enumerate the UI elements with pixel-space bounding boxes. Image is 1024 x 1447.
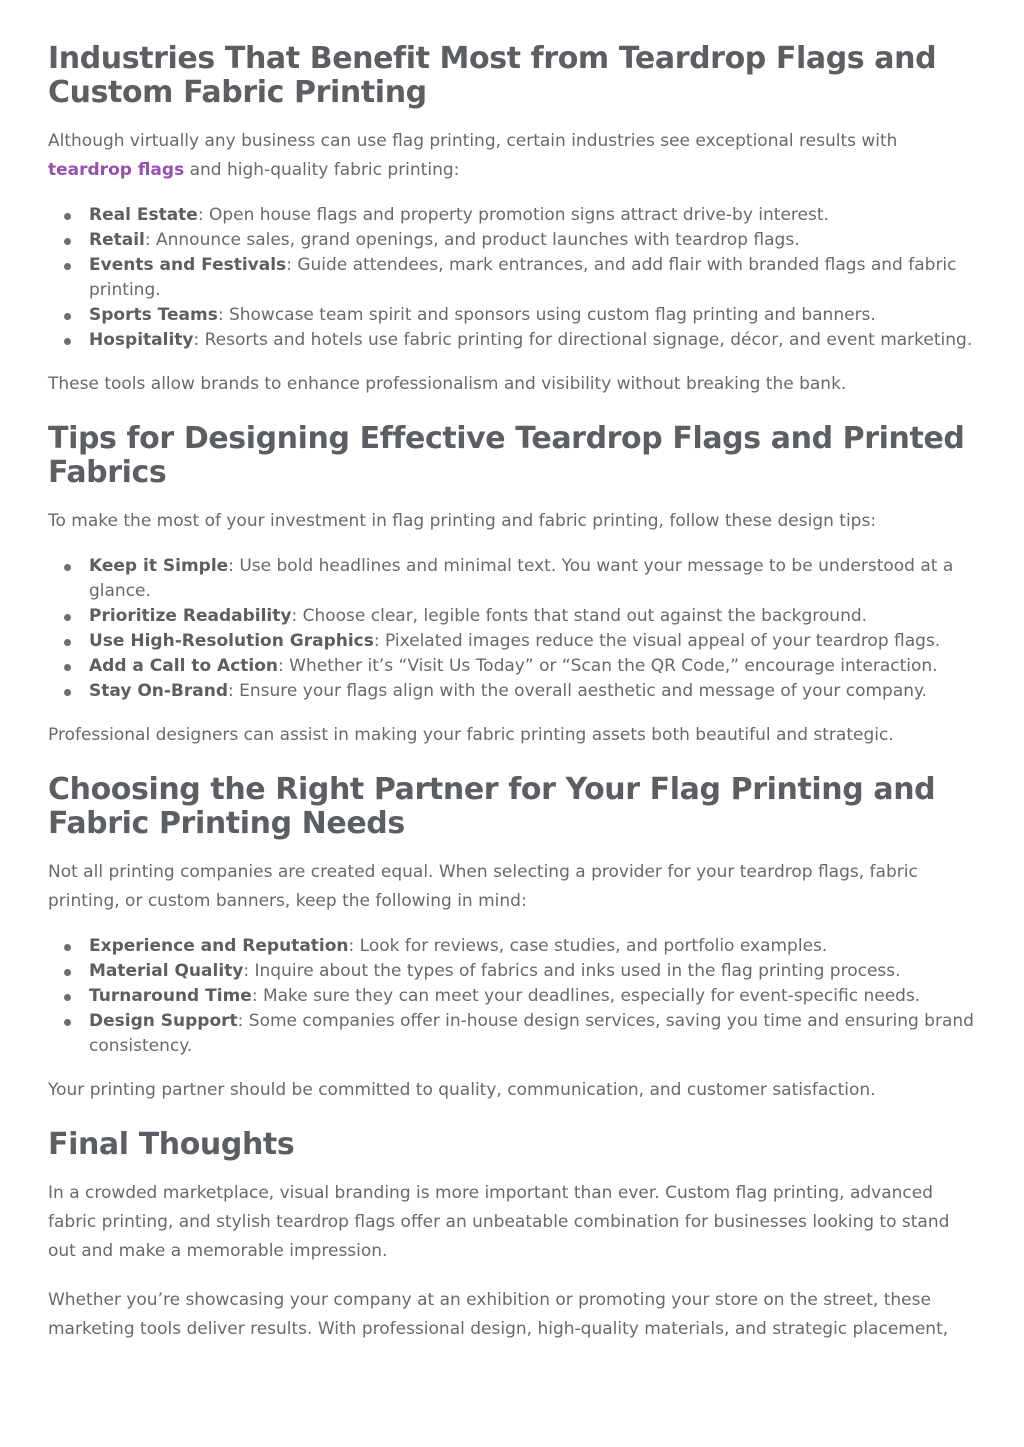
teardrop-flags-link[interactable]: teardrop flags	[48, 160, 185, 180]
list-item	[89, 679, 980, 704]
list-item-text: : Open house flags and property promotion signs attract drive-by interest.	[197, 205, 829, 225]
industries-list	[48, 203, 980, 353]
section-final-thoughts	[48, 1128, 980, 1344]
list-item	[89, 554, 980, 604]
list-item-text: : Ensure your flags align with the overall aesthetic and message of your company.	[228, 681, 928, 701]
paragraph: In a crowded marketplace, visual branding is more important than ever. Custom flag printing, advanced fabric printing, and stylish teardrop flags offer an unbeatable combination for businesses looking to stand out and make a memorable impression.	[48, 1183, 950, 1261]
paragraph: Whether you’re showcasing your company at an exhibition or promoting your store on the street, these marketing tools deliver results. With professional design, high-quality materials, and strategic placement,	[48, 1290, 949, 1339]
list-item-term: Use High-Resolution Graphics	[89, 631, 374, 651]
intro-text: and high-quality fabric printing:	[184, 160, 460, 180]
list-item-term: Stay On-Brand	[89, 681, 229, 701]
list-item-text: : Resorts and hotels use fabric printing for directional signage, décor, and event marketing.	[193, 330, 973, 350]
list-item-text: : Look for reviews, case studies, and portfolio examples.	[348, 936, 828, 956]
list-item-text: : Some companies offer in-house design services, saving you time and ensuring brand consistency.	[89, 1011, 974, 1056]
list-item-term: Real Estate	[89, 205, 198, 225]
list-item-term: Experience and Reputation	[89, 936, 349, 956]
list-item	[89, 203, 980, 228]
list-item-term: Sports Teams	[89, 305, 218, 325]
list-item-text: : Choose clear, legible fonts that stand out against the background.	[291, 606, 868, 626]
list-item	[89, 604, 980, 629]
list-item-text: : Use bold headlines and minimal text. You want your message to be understood at a glance.	[89, 556, 954, 601]
section-design-tips	[48, 422, 980, 750]
list-item-term: Hospitality	[89, 330, 194, 350]
section-choosing-partner	[48, 773, 980, 1105]
list-item-text: : Announce sales, grand openings, and product launches with teardrop flags.	[144, 230, 800, 250]
list-item	[89, 654, 980, 679]
section-industries	[48, 42, 980, 399]
list-item-text: : Showcase team spirit and sponsors using custom flag printing and banners.	[217, 305, 876, 325]
list-item-term: Turnaround Time	[89, 986, 252, 1006]
list-item-text: : Guide attendees, mark entrances, and add flair with branded flags and fabric printing.	[89, 255, 957, 300]
list-item-term: Prioritize Readability	[89, 606, 292, 626]
list-item	[89, 328, 980, 353]
tips-list	[48, 554, 980, 704]
list-item-term: Keep it Simple	[89, 556, 229, 576]
intro-text: Although virtually any business can use flag printing, certain industries see exceptional results with	[48, 131, 898, 151]
list-item-term: Material Quality	[89, 961, 244, 981]
section-outro: Professional designers can assist in making your fabric printing assets both beautiful and strategic.	[48, 725, 894, 745]
list-item	[89, 1009, 980, 1059]
section-heading: Final Thoughts	[48, 1127, 295, 1162]
section-heading: Tips for Designing Effective Teardrop Flags and Printed Fabrics	[48, 421, 965, 490]
section-heading: Industries That Benefit Most from Teardrop Flags and Custom Fabric Printing	[48, 41, 937, 110]
list-item	[89, 303, 980, 328]
section-outro: These tools allow brands to enhance professionalism and visibility without breaking the bank.	[48, 374, 847, 394]
list-item	[89, 984, 980, 1009]
list-item	[89, 228, 980, 253]
section-outro: Your printing partner should be committed to quality, communication, and customer satisfaction.	[48, 1080, 876, 1100]
section-intro	[48, 127, 980, 185]
partner-criteria-list	[48, 934, 980, 1059]
list-item	[89, 959, 980, 984]
list-item-term: Design Support	[89, 1011, 238, 1031]
section-intro: Not all printing companies are created equal. When selecting a provider for your teardrop flags, fabric printing, or custom banners, keep the following in mind:	[48, 862, 918, 911]
list-item-term: Events and Festivals	[89, 255, 287, 275]
list-item-text: : Whether it’s “Visit Us Today” or “Scan the QR Code,” encourage interaction.	[278, 656, 938, 676]
list-item	[89, 934, 980, 959]
list-item-text: : Pixelated images reduce the visual appeal of your teardrop flags.	[373, 631, 941, 651]
list-item	[89, 629, 980, 654]
list-item	[89, 253, 980, 303]
list-item-term: Retail	[89, 230, 145, 250]
section-heading: Choosing the Right Partner for Your Flag Printing and Fabric Printing Needs	[48, 772, 936, 841]
list-item-text: : Make sure they can meet your deadlines, especially for event-specific needs.	[251, 986, 921, 1006]
list-item-text: : Inquire about the types of fabrics and inks used in the flag printing process.	[243, 961, 901, 981]
list-item-term: Add a Call to Action	[89, 656, 279, 676]
section-intro: To make the most of your investment in flag printing and fabric printing, follow these design tips:	[48, 511, 877, 531]
